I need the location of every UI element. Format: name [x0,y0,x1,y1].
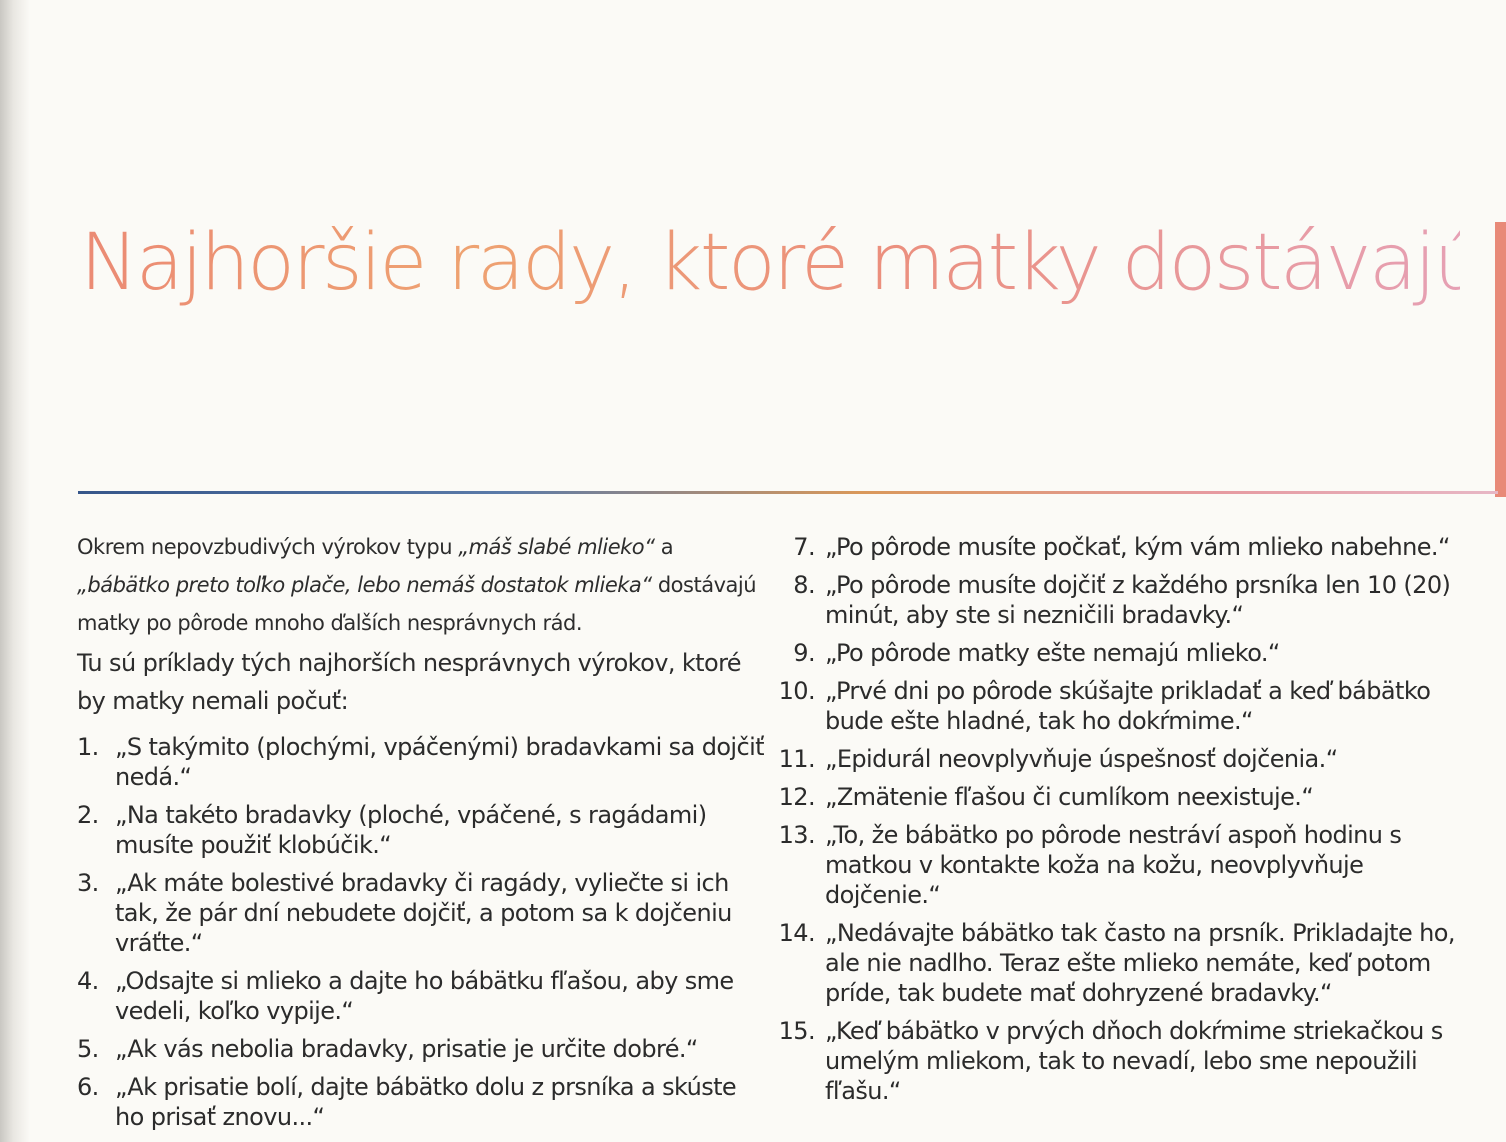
item-text: „Na takéto bradavky (ploché, vpáčené, s ragádami) musíte použiť klobúčik.“ [115,801,707,859]
item-text: „Po pôrode musíte dojčiť z každého prsníka len 10 (20) minút, aby ste si nezničili bradavky.“ [825,571,1451,629]
advice-item [77,966,767,1026]
item-text: „Keď bábätko v prvých dňoch dokŕmime striekačkou s umelým mliekom, tak to nevadí, lebo sme nepoužili fľašu.“ [825,1017,1443,1105]
item-number: 6. [77,1073,99,1101]
item-number: 10. [778,677,815,705]
page-edge-tab [1495,222,1506,497]
item-text: „Prvé dni po pôrode skúšajte prikladať a keď bábätko bude ešte hladné, tak ho dokŕmime.“ [825,677,1431,735]
item-text: „Odsajte si mlieko a dajte ho bábätku fľašou, aby sme vedeli, koľko vypije.“ [115,967,734,1025]
intro-lead: Tu sú príklady tých najhorších nesprávnych výrokov, ktoré by matky nemali počuť: [77,649,741,715]
item-number: 9. [793,639,815,667]
advice-item [77,1034,767,1064]
item-number: 4. [77,967,99,995]
advice-item [775,820,1475,910]
quote-baby-cries: „bábätko preto toľko plače, lebo nemáš dostatok mlieka“ [77,573,652,597]
item-text: „S takýmito (plochými, vpáčenými) bradavkami sa dojčiť nedá.“ [115,733,764,791]
advice-list-left [77,732,767,1132]
item-number: 7. [793,533,815,561]
item-text: „Po pôrode matky ešte nemajú mlieko.“ [825,639,1280,667]
item-number: 15. [778,1017,815,1045]
item-number: 2. [77,801,99,829]
advice-item [77,732,767,792]
left-column [77,528,767,1140]
item-text: „Ak prisatie bolí, dajte bábätko dolu z prsníka a skúste ho prisať znovu...“ [115,1073,737,1131]
item-number: 13. [778,821,815,849]
item-text: „Nedávajte bábätko tak často na prsník. Prikladajte ho, ale nie nadlho. Teraz ešte mlieko nemáte, keď potom príde, tak budete mať dohryzené bradavky.“ [825,919,1455,1007]
advice-item [775,676,1475,736]
item-number: 5. [77,1035,99,1063]
advice-item [775,532,1475,562]
advice-item [775,1016,1475,1106]
page-title: Najhoršie rady, ktoré matky dostávajú [80,208,1460,318]
advice-item [77,800,767,860]
advice-item [775,744,1475,774]
advice-item [775,782,1475,812]
advice-item [775,638,1475,668]
item-text: „Po pôrode musíte počkať, kým vám mlieko nabehne.“ [825,533,1450,561]
item-number: 14. [778,919,815,947]
item-number: 8. [793,571,815,599]
item-text: „Zmätenie fľašou či cumlíkom neexistuje.“ [825,783,1314,811]
right-column [775,532,1475,1114]
item-text: „Epidurál neovplyvňuje úspešnosť dojčenia.“ [825,745,1338,773]
advice-item [775,918,1475,1008]
item-number: 11. [778,745,815,773]
item-text: „Ak vás nebolia bradavky, prisatie je určite dobré.“ [115,1035,698,1063]
advice-item [77,1072,767,1132]
advice-item [775,570,1475,630]
quote-weak-milk: „máš slabé mlieko“ [458,535,655,559]
item-text: „To, že bábätko po pôrode nestráví aspoň hodinu s matkou v kontakte koža na kožu, neovplyvňuje dojčenie.“ [825,821,1402,909]
item-number: 12. [778,783,815,811]
item-number: 3. [77,869,99,897]
page-gutter-shadow [0,0,30,1142]
intro-paragraph: Okrem nepovzbudivých výrokov typu „máš slabé mlieko“ a „bábätko preto toľko plače, lebo nemáš dostatok mlieka“ dostávajú matky po pôrode mnoho ďalších nesprávnych rád. [77,535,757,635]
item-number: 1. [77,733,99,761]
advice-item [77,868,767,958]
advice-list-right [775,532,1475,1106]
title-divider [78,491,1498,494]
item-text: „Ak máte bolestivé bradavky či ragády, vyliečte si ich tak, že pár dní nebudete dojčiť, a potom sa k dojčeniu vráťte.“ [115,869,732,957]
